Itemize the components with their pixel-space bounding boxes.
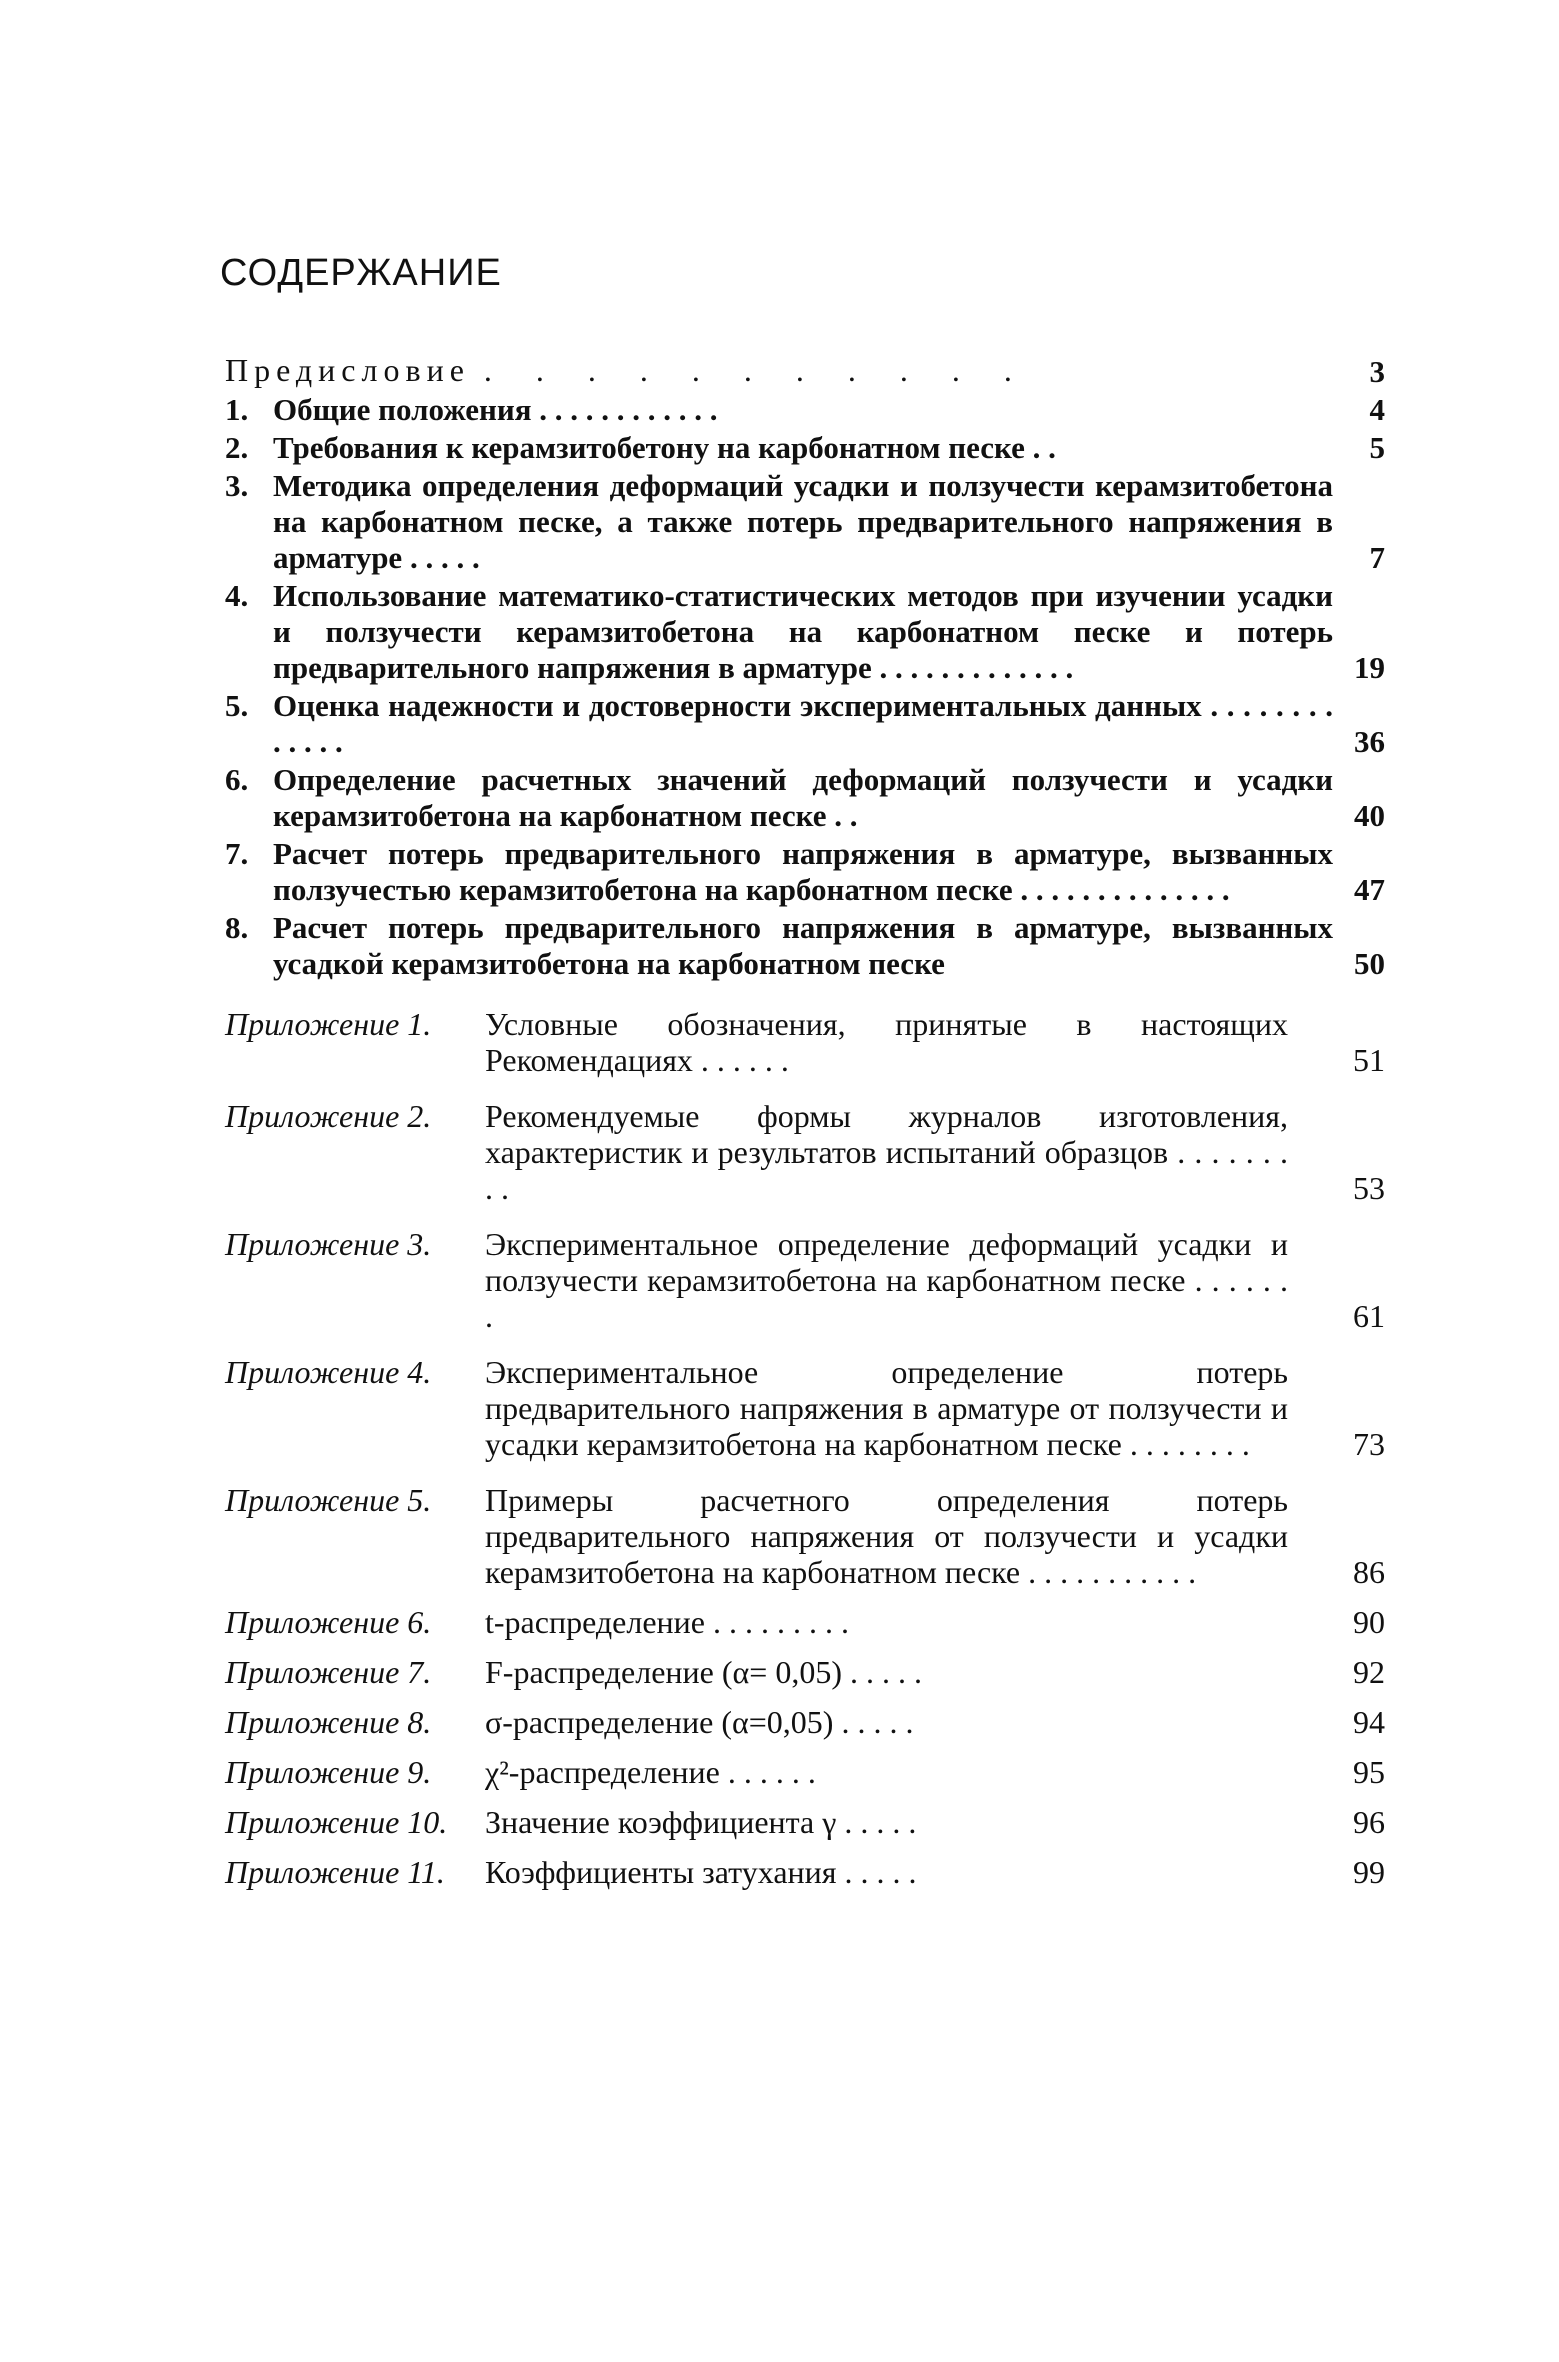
appendix-label: Приложение 3.: [225, 1226, 432, 1262]
appendix-title: Рекомендуемые формы журналов изготовления, характеристик и результатов испытаний образцов . . . . . . . . .: [485, 1098, 1288, 1206]
appendix-label: Приложение 8.: [225, 1704, 432, 1740]
page-number: 4: [1369, 392, 1385, 427]
appendix-label: Приложение 7.: [225, 1654, 432, 1690]
appendix-title: σ-распределение (α=0,05) . . . . .: [485, 1704, 914, 1740]
preface-dots: . . . . . . . . . . .: [483, 352, 1030, 388]
toc-entry: [225, 688, 1385, 760]
page-number: 5: [1369, 430, 1385, 465]
appendix-entry: [225, 1604, 1385, 1640]
section-number: 2.: [225, 430, 249, 465]
section-number: 1.: [225, 392, 249, 427]
toc-entry: [225, 392, 1385, 428]
page-number: 94: [1353, 1704, 1385, 1740]
appendix-label: Приложение 10.: [225, 1804, 448, 1840]
appendix-title: Экспериментальное определение потерь предварительного напряжения в арматуре от ползучести и усадки керамзитобетона на карбонатном песке . . . . . . . .: [485, 1354, 1288, 1462]
appendix-entry: [225, 1098, 1385, 1206]
page-number: 36: [1354, 724, 1385, 759]
page-number: 90: [1353, 1604, 1385, 1640]
toc-entry: [225, 468, 1385, 576]
page-number: 19: [1354, 650, 1385, 685]
section-number: 5.: [225, 688, 249, 723]
page-number: 73: [1353, 1426, 1385, 1462]
toc-entry: [225, 910, 1385, 982]
page-number: 47: [1354, 872, 1385, 907]
appendix-entry: [225, 1006, 1385, 1078]
section-title: Оценка надежности и достоверности экспериментальных данных . . . . . . . . . . . . .: [273, 688, 1333, 759]
preface-label: Предисловие: [225, 352, 470, 388]
appendix-entry: [225, 1226, 1385, 1334]
section-title: Определение расчетных значений деформаций ползучести и усадки керамзитобетона на карбонатном песке . .: [273, 762, 1333, 833]
appendix-label: Приложение 5.: [225, 1482, 432, 1518]
section-number: 7.: [225, 836, 249, 871]
section-title: Использование математико-статистических методов при изучении усадки и ползучести керамзитобетона на карбонатном песке и потерь предварительного напряжения в арматуре . . . . . . . . . . . . .: [273, 578, 1333, 685]
page-number: 40: [1354, 798, 1385, 833]
section-title: Расчет потерь предварительного напряжения в арматуре, вызванных усадкой керамзитобетона на карбонатном песке: [273, 910, 1333, 981]
page-number: 7: [1369, 540, 1385, 575]
appendix-entry: [225, 1854, 1385, 1890]
appendix-title: F-распределение (α= 0,05) . . . . .: [485, 1654, 922, 1690]
section-number: 4.: [225, 578, 249, 613]
page-number: 99: [1353, 1854, 1385, 1890]
appendix-title: t-распределение . . . . . . . . .: [485, 1604, 849, 1640]
toc-entry-preface: [225, 350, 1385, 390]
page-number: 95: [1353, 1754, 1385, 1790]
section-title: Расчет потерь предварительного напряжения в арматуре, вызванных ползучестью керамзитобетона на карбонатном песке . . . . . . . . . . . . . .: [273, 836, 1333, 907]
appendix-label: Приложение 11.: [225, 1854, 445, 1890]
page-number: 61: [1353, 1298, 1385, 1334]
appendix-entry: [225, 1654, 1385, 1690]
page-number: 50: [1354, 946, 1385, 981]
section-number: 3.: [225, 468, 249, 503]
page-title: СОДЕРЖАНИЕ: [220, 252, 502, 294]
appendix-entry: [225, 1804, 1385, 1840]
appendix-label: Приложение 6.: [225, 1604, 432, 1640]
toc-entry: [225, 762, 1385, 834]
section-title: Общие положения . . . . . . . . . . . .: [273, 392, 718, 427]
page-number: 96: [1353, 1804, 1385, 1840]
table-of-contents: [225, 350, 1385, 1890]
page-number: 51: [1353, 1042, 1385, 1078]
appendix-title: χ²-распределение . . . . . .: [485, 1754, 816, 1790]
appendix-entry: [225, 1482, 1385, 1590]
appendix-title: Значение коэффициента γ . . . . .: [485, 1804, 917, 1840]
page-number: 92: [1353, 1654, 1385, 1690]
appendix-label: Приложение 9.: [225, 1754, 432, 1790]
toc-entry: [225, 430, 1385, 466]
section-title: Методика определения деформаций усадки и ползучести керамзитобетона на карбонатном песке, а также потерь предварительного напряжения в арматуре . . . . .: [273, 468, 1333, 575]
page-number: 86: [1353, 1554, 1385, 1590]
section-number: 8.: [225, 910, 249, 945]
appendix-title: Коэффициенты затухания . . . . .: [485, 1854, 917, 1890]
appendix-title: Примеры расчетного определения потерь предварительного напряжения от ползучести и усадки керамзитобетона на карбонатном песке . . . . . . . . . . .: [485, 1482, 1288, 1590]
section-title: Требования к керамзитобетону на карбонатном песке . .: [273, 430, 1056, 465]
toc-entry: [225, 578, 1385, 686]
page-number: 53: [1353, 1170, 1385, 1206]
appendix-entry: [225, 1354, 1385, 1462]
section-number: 6.: [225, 762, 249, 797]
page-number: 3: [1369, 354, 1385, 389]
toc-entry: [225, 836, 1385, 908]
appendix-label: Приложение 1.: [225, 1006, 432, 1042]
appendix-entry: [225, 1704, 1385, 1740]
appendix-entry: [225, 1754, 1385, 1790]
appendix-title: Экспериментальное определение деформаций усадки и ползучести керамзитобетона на карбонатном песке . . . . . . .: [485, 1226, 1288, 1334]
appendix-title: Условные обозначения, принятые в настоящих Рекомендациях . . . . . .: [485, 1006, 1288, 1078]
appendix-label: Приложение 2.: [225, 1098, 432, 1134]
appendix-label: Приложение 4.: [225, 1354, 432, 1390]
